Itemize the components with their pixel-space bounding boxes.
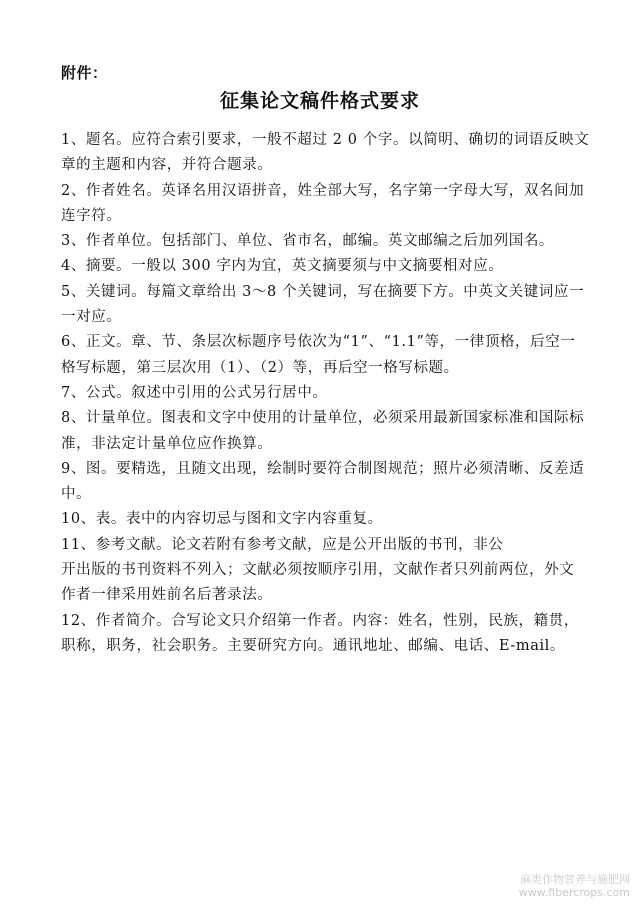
item-line: 1、题名。应符合索引要求，一般不超过 2 0 个字。以简明、确切的词语反映文 — [61, 132, 590, 148]
item-line: 职称，职务，社会职务。主要研究方向。通讯地址、邮编、电话、E-mail。 — [61, 637, 566, 654]
requirement-item-9 — [61, 457, 591, 508]
item-line: 5、关键词。每篇文章给出 3～8 个关键词，写在摘要下方。中英文关键词应一 — [61, 283, 585, 300]
item-line: 格写标题，第三层次用（1）、（2）等，再后空一格写标题。 — [61, 359, 459, 376]
requirement-item-3 — [61, 229, 591, 254]
watermark-site-url: www.fibercrops.com — [518, 886, 630, 899]
requirement-item-8 — [61, 406, 591, 457]
item-line: 准，非法定计量单位应作换算。 — [61, 435, 273, 452]
requirement-item-2 — [61, 179, 591, 230]
item-line: 中。 — [61, 486, 92, 503]
item-line: 8、计量单位。图表和文字中使用的计量单位，必须采用最新国家标准和国际标 — [61, 410, 585, 427]
item-line: 开出版的书刊资料不列入；文献必须按顺序引用，文献作者只列前两位，外文 — [61, 562, 575, 579]
item-line: 11、参考文献。论文若附有参考文献，应是公开出版的书刊，非公 — [61, 536, 504, 553]
item-line: 作者一律采用姓前名后著录法。 — [61, 587, 273, 604]
requirement-item-7 — [61, 381, 591, 406]
page-title: 征集论文稿件格式要求 — [219, 90, 420, 112]
item-line: 10、表。表中的内容切忌与图和文字内容重复。 — [61, 511, 383, 528]
item-line: 12、作者简介。合写论文只介绍第一作者。内容：姓名，性别，民族，籍贯， — [61, 612, 579, 629]
requirement-item-4 — [61, 254, 591, 279]
item-line: 2、作者姓名。英译名用汉语拼音，姓全部大写，名字第一字母大写，双名间加 — [61, 182, 585, 199]
requirement-item-11 — [61, 533, 591, 609]
requirement-item-6 — [61, 330, 591, 381]
attachment-label: 附件： — [61, 64, 108, 82]
item-line: 9、图。要精选，且随文出现，绘制时要符合制图规范；照片必须清晰、反差适 — [61, 460, 585, 477]
item-line: 3、作者单位。包括部门、单位、省市名，邮编。英文邮编之后加列国名。 — [61, 233, 555, 250]
item-line: 4、摘要。一般以 300 字内为宜，英文摘要须与中文摘要相对应。 — [61, 258, 504, 275]
item-line: 章的主题和内容，并符合题录。 — [61, 157, 273, 174]
requirement-item-10 — [61, 507, 591, 532]
site-watermark — [519, 873, 630, 899]
item-line: 7、公式。叙述中引用的公式另行居中。 — [61, 384, 328, 401]
requirement-item-5 — [61, 280, 591, 331]
requirement-item-12 — [61, 609, 591, 660]
watermark-site-name: 麻类作物营养与施肥网 — [520, 873, 630, 886]
item-line: 连字符。 — [61, 207, 122, 224]
requirement-item-1 — [61, 128, 591, 179]
item-line: 一对应。 — [61, 309, 122, 326]
item-line: 6、正文。章、节、条层次标题序号依次为“1”、“1.1”等，一律顶格，后空一 — [61, 334, 576, 351]
requirements-list — [61, 128, 591, 659]
